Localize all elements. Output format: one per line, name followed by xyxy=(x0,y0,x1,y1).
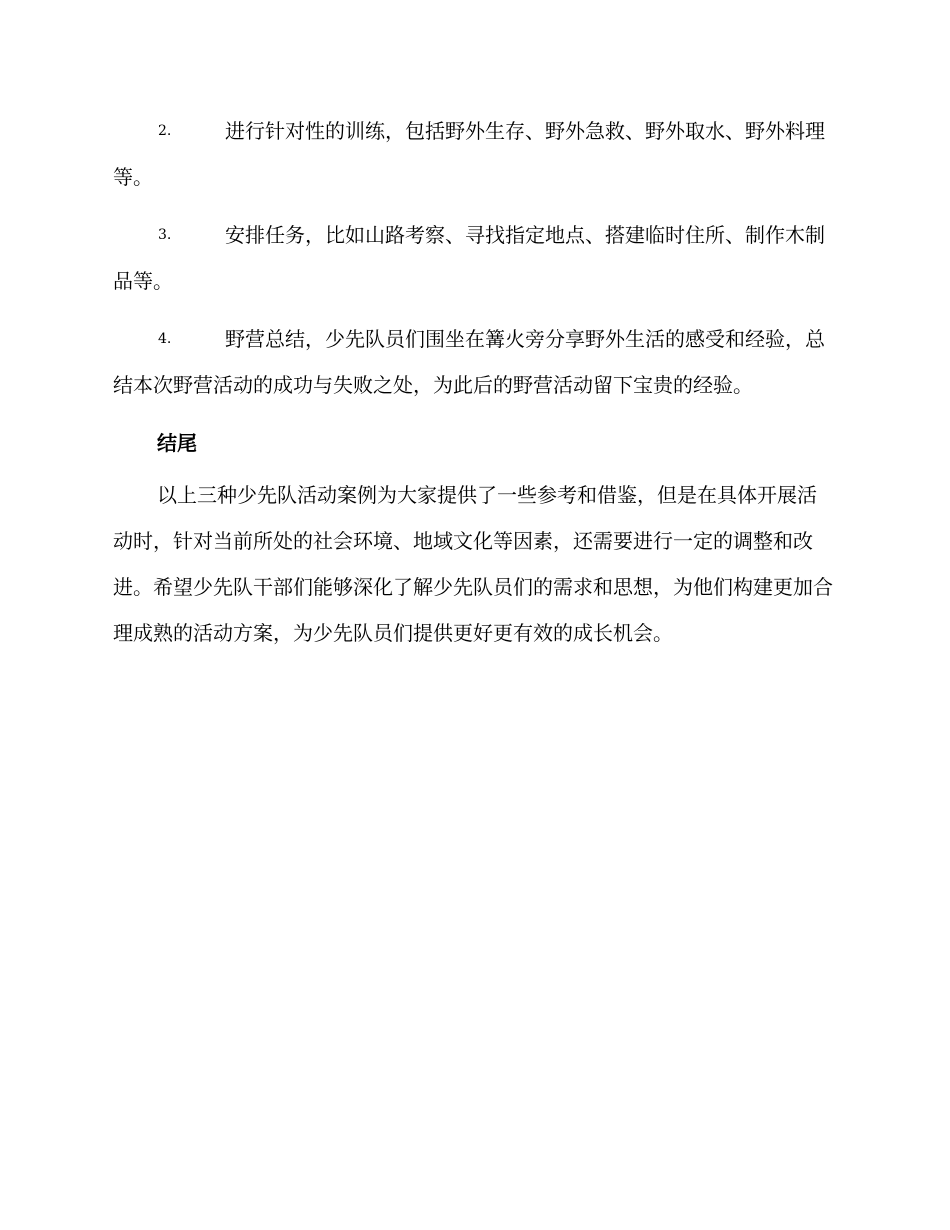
list-item-number: 4. xyxy=(158,331,172,347)
list-item-4 xyxy=(113,316,833,408)
list-item-number: 3. xyxy=(158,227,172,243)
list-item-text: 野营总结，少先队员们围坐在篝火旁分享野外生活的感受和经验，总结本次野营活动的成功与失败之处，为此后的野营活动留下宝贵的经验。 xyxy=(113,327,825,397)
list-item-text: 安排任务，比如山路考察、寻找指定地点、搭建临时住所、制作木制品等。 xyxy=(113,223,825,293)
list-item-text: 进行针对性的训练，包括野外生存、野外急救、野外取水、野外料理等。 xyxy=(113,119,825,189)
section-heading-conclusion: 结尾 xyxy=(157,431,197,455)
list-item-2 xyxy=(113,108,833,200)
conclusion-paragraph: 以上三种少先队活动案例为大家提供了一些参考和借鉴，但是在具体开展活动时，针对当前所处的社会环境、地域文化等因素，还需要进行一定的调整和改进。希望少先队干部们能够深化了解少先队员们的需求和思想，为他们构建更加合理成熟的活动方案，为少先队员们提供更好更有效的成长机会。 xyxy=(113,483,833,645)
list-item-number: 2. xyxy=(158,123,172,139)
document-body xyxy=(113,108,833,656)
list-item-3 xyxy=(113,212,833,304)
